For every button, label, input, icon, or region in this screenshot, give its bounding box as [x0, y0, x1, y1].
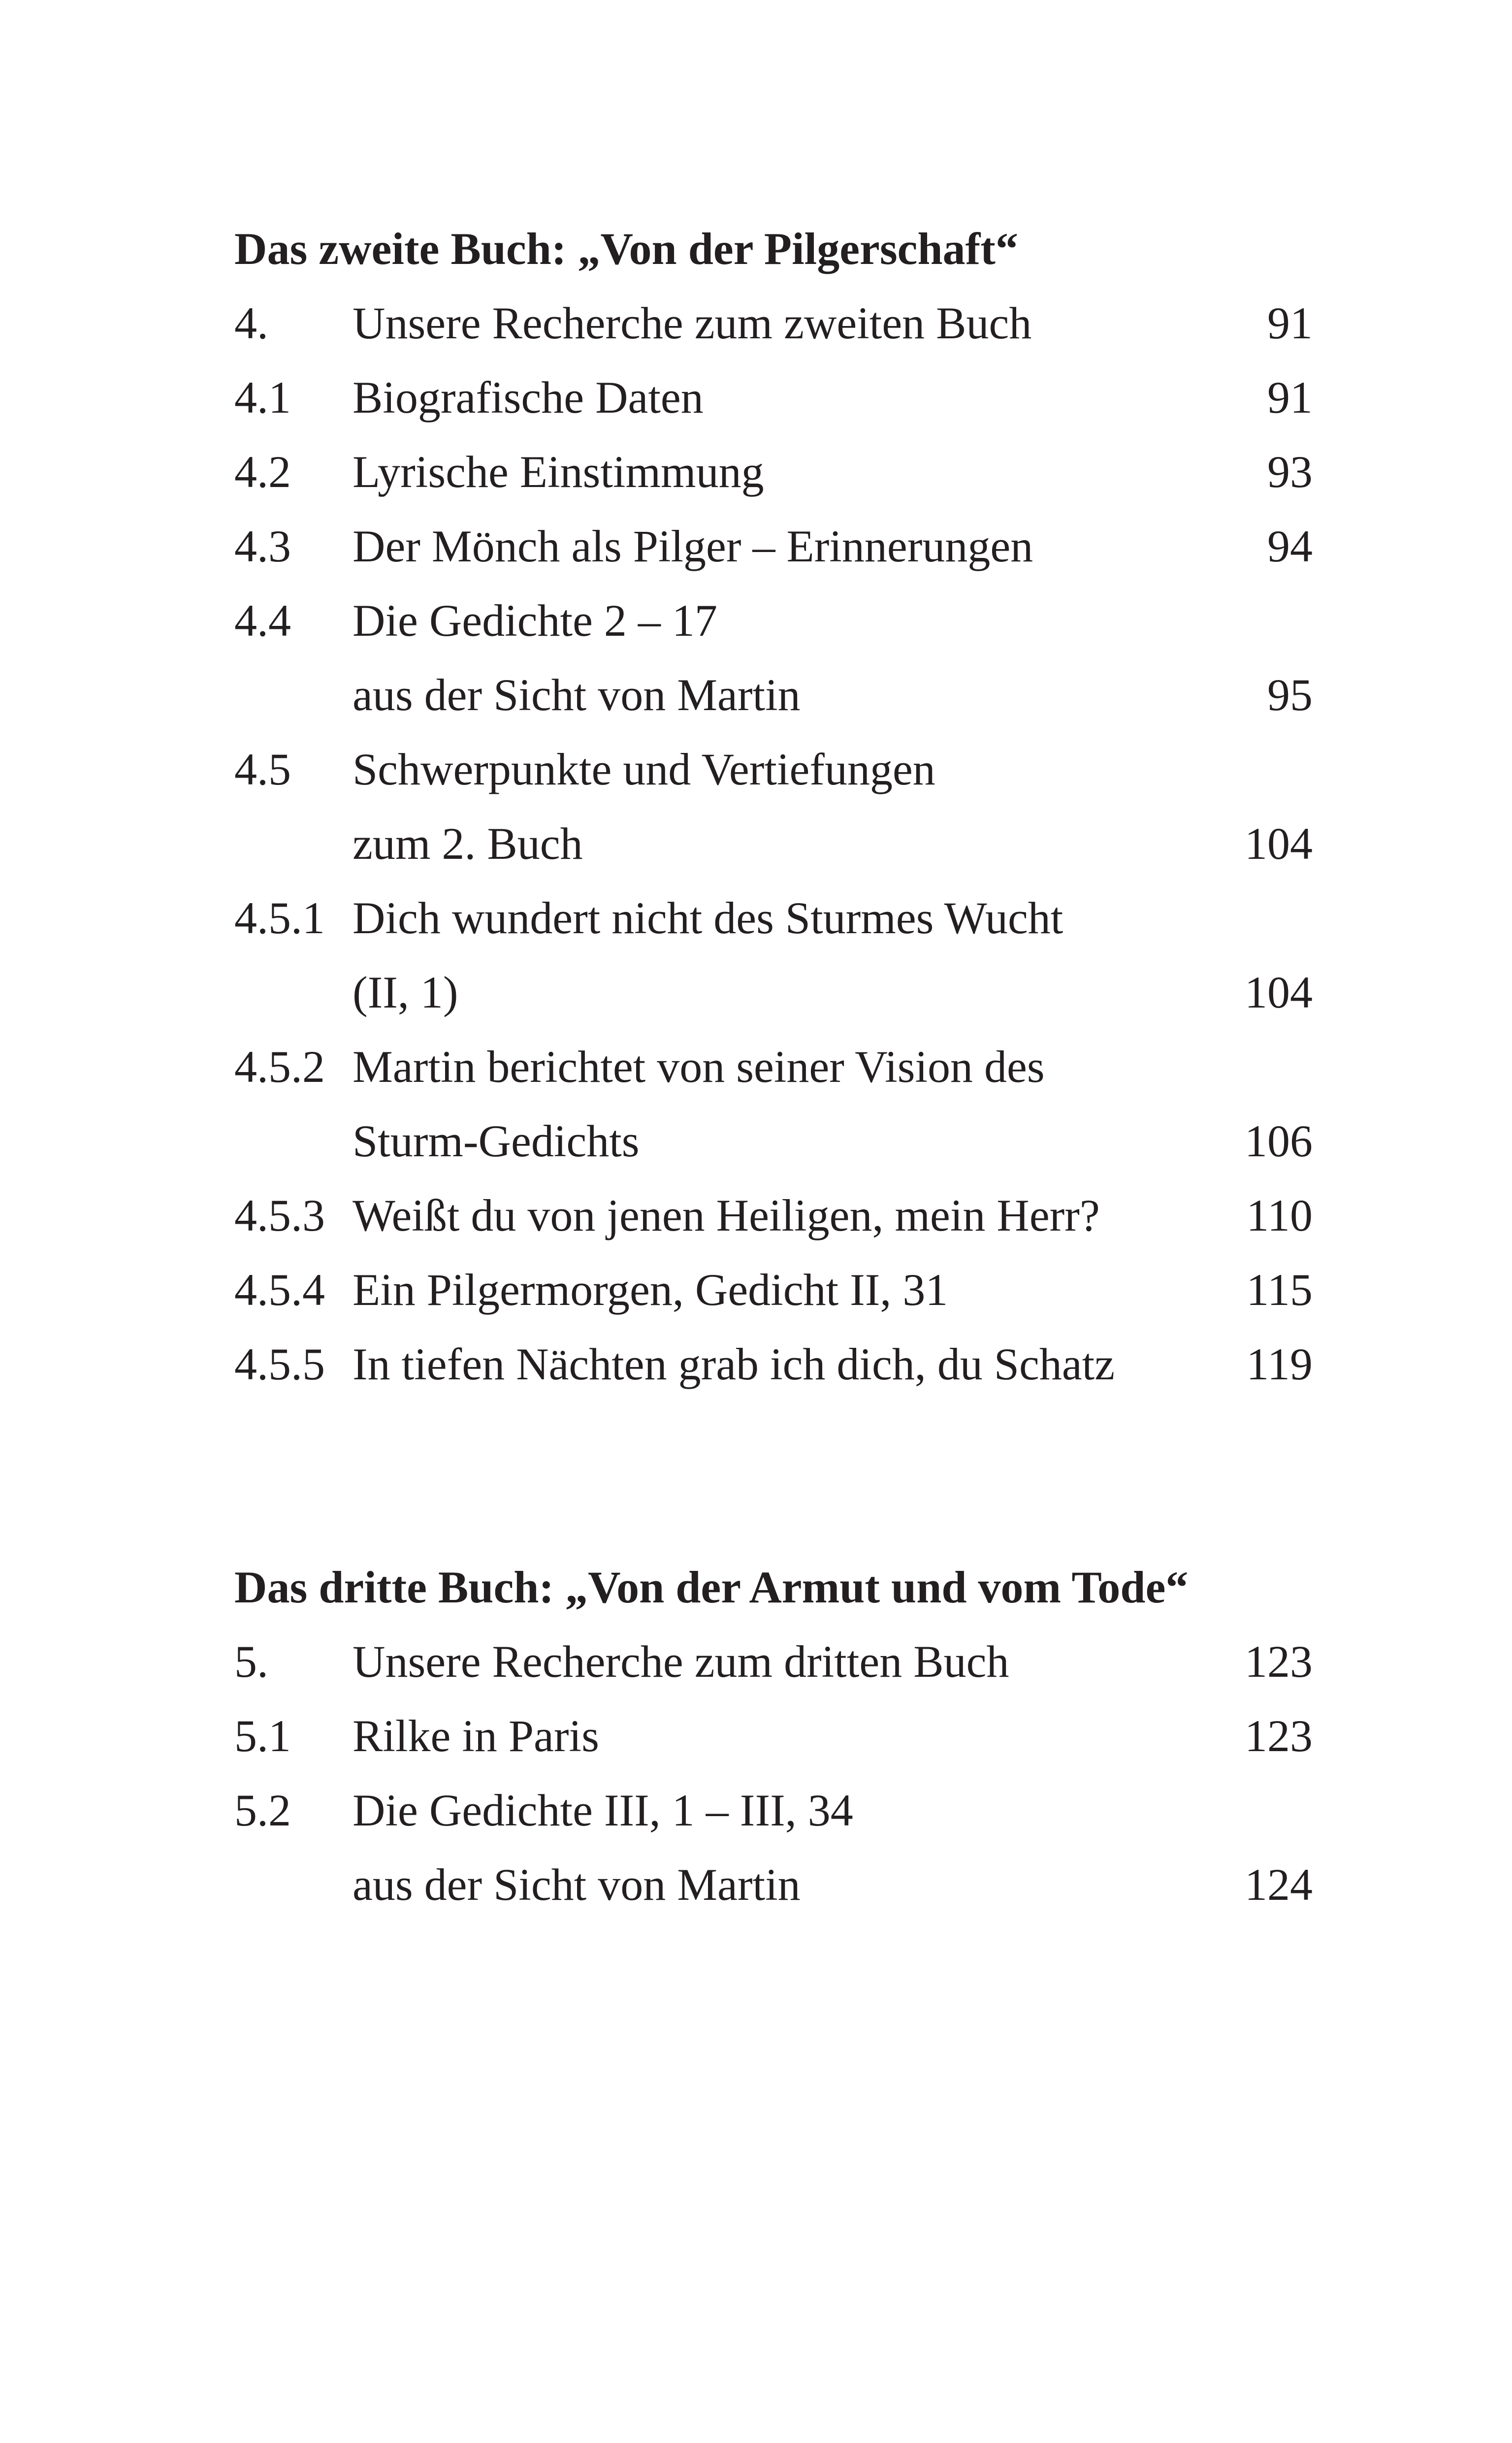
entry-page-number: 106 — [1245, 1116, 1313, 1166]
entry-page-number: 104 — [1245, 818, 1313, 869]
entry-page-number: 94 — [1267, 521, 1313, 571]
entry-number: 4.1 — [234, 372, 291, 423]
toc-entry — [234, 881, 1313, 1030]
entry-title: Ein Pilgermorgen, Gedicht II, 31 — [353, 1265, 948, 1315]
entry-title: Dich wundert nicht des Sturmes Wucht — [353, 893, 1063, 943]
entry-page-number: 91 — [1267, 372, 1313, 423]
entry-page-number: 95 — [1267, 670, 1313, 720]
entry-title: Die Gedichte III, 1 – III, 34 — [353, 1785, 853, 1835]
toc-entry — [234, 509, 1313, 584]
toc-entry-line — [234, 1327, 1313, 1401]
section-title: Das zweite Buch: „Von der Pilgerschaft“ — [234, 224, 1018, 274]
entry-title: Lyrische Einstimmung — [353, 447, 764, 497]
toc-entry-line — [234, 1104, 1313, 1178]
toc-entry — [234, 360, 1313, 435]
entry-number: 4.5.1 — [234, 893, 325, 943]
toc-entry-line — [234, 955, 1313, 1030]
entry-page-number: 124 — [1245, 1859, 1313, 1910]
toc-entry-line — [234, 1178, 1313, 1253]
entry-title: (II, 1) — [353, 967, 458, 1017]
entry-title: In tiefen Nächten grab ich dich, du Schatz — [353, 1339, 1115, 1389]
toc-entry — [234, 286, 1313, 360]
toc-entry — [234, 1773, 1313, 1922]
toc-entry-line — [234, 1773, 1313, 1848]
entry-number: 5.1 — [234, 1711, 291, 1761]
toc-entry-line — [234, 584, 1313, 658]
entry-title: Schwerpunkte und Vertiefungen — [353, 744, 935, 794]
entry-number: 5.2 — [234, 1785, 291, 1835]
entry-title: Unsere Recherche zum zweiten Buch — [353, 298, 1032, 348]
entry-number: 4. — [234, 298, 268, 348]
entry-title: aus der Sicht von Martin — [353, 670, 801, 720]
toc-entry — [234, 732, 1313, 881]
entry-number: 4.5.4 — [234, 1265, 325, 1315]
entry-page-number: 119 — [1246, 1339, 1313, 1389]
entry-page-number: 115 — [1246, 1265, 1313, 1315]
entry-number: 4.5.2 — [234, 1042, 325, 1092]
entry-page-number: 123 — [1245, 1636, 1313, 1687]
entry-title: Unsere Recherche zum dritten Buch — [353, 1636, 1009, 1687]
entry-number: 4.5.5 — [234, 1339, 325, 1389]
toc-entry — [234, 1625, 1313, 1699]
toc-entry — [234, 1178, 1313, 1253]
entry-number: 4.2 — [234, 447, 291, 497]
entry-title: Sturm-Gedichts — [353, 1116, 640, 1166]
entry-page-number: 123 — [1245, 1711, 1313, 1761]
section-title: Das dritte Buch: „Von der Armut und vom Tode“ — [234, 1562, 1189, 1612]
entry-title: Die Gedichte 2 – 17 — [353, 595, 717, 646]
table-of-contents — [234, 212, 1313, 1922]
entry-number: 5. — [234, 1636, 268, 1687]
entry-title: Rilke in Paris — [353, 1711, 599, 1761]
toc-entry-line — [234, 732, 1313, 807]
toc-entry-line — [234, 360, 1313, 435]
entry-number: 4.5 — [234, 744, 291, 794]
entry-title: Der Mönch als Pilger – Erinnerungen — [353, 521, 1033, 571]
toc-entry-line — [234, 881, 1313, 955]
toc-entry — [234, 584, 1313, 732]
entry-title: zum 2. Buch — [353, 818, 583, 869]
toc-entry — [234, 1030, 1313, 1178]
entry-title: Martin berichtet von seiner Vision des — [353, 1042, 1045, 1092]
entry-number: 4.5.3 — [234, 1190, 325, 1240]
entry-title: Weißt du von jenen Heiligen, mein Herr? — [353, 1190, 1100, 1240]
entry-number: 4.4 — [234, 595, 291, 646]
toc-entry-line — [234, 435, 1313, 509]
entry-title: Biografische Daten — [353, 372, 704, 423]
toc-section — [234, 212, 1313, 1401]
toc-entry — [234, 1699, 1313, 1773]
toc-entry — [234, 1327, 1313, 1401]
entry-page-number: 104 — [1245, 967, 1313, 1017]
toc-entry-line — [234, 807, 1313, 881]
toc-entry — [234, 1253, 1313, 1327]
toc-entry — [234, 435, 1313, 509]
entry-title: aus der Sicht von Martin — [353, 1859, 801, 1910]
toc-entry-line — [234, 1699, 1313, 1773]
toc-entry-line — [234, 509, 1313, 584]
toc-section — [234, 1550, 1313, 1922]
toc-entry-line — [234, 1030, 1313, 1104]
entry-number: 4.3 — [234, 521, 291, 571]
toc-entry-line — [234, 658, 1313, 732]
entry-page-number: 110 — [1246, 1190, 1313, 1240]
toc-entry-line — [234, 286, 1313, 360]
entry-page-number: 93 — [1267, 447, 1313, 497]
entry-page-number: 91 — [1267, 298, 1313, 348]
toc-entry-line — [234, 1253, 1313, 1327]
toc-entry-line — [234, 1625, 1313, 1699]
toc-entry-line — [234, 1848, 1313, 1922]
